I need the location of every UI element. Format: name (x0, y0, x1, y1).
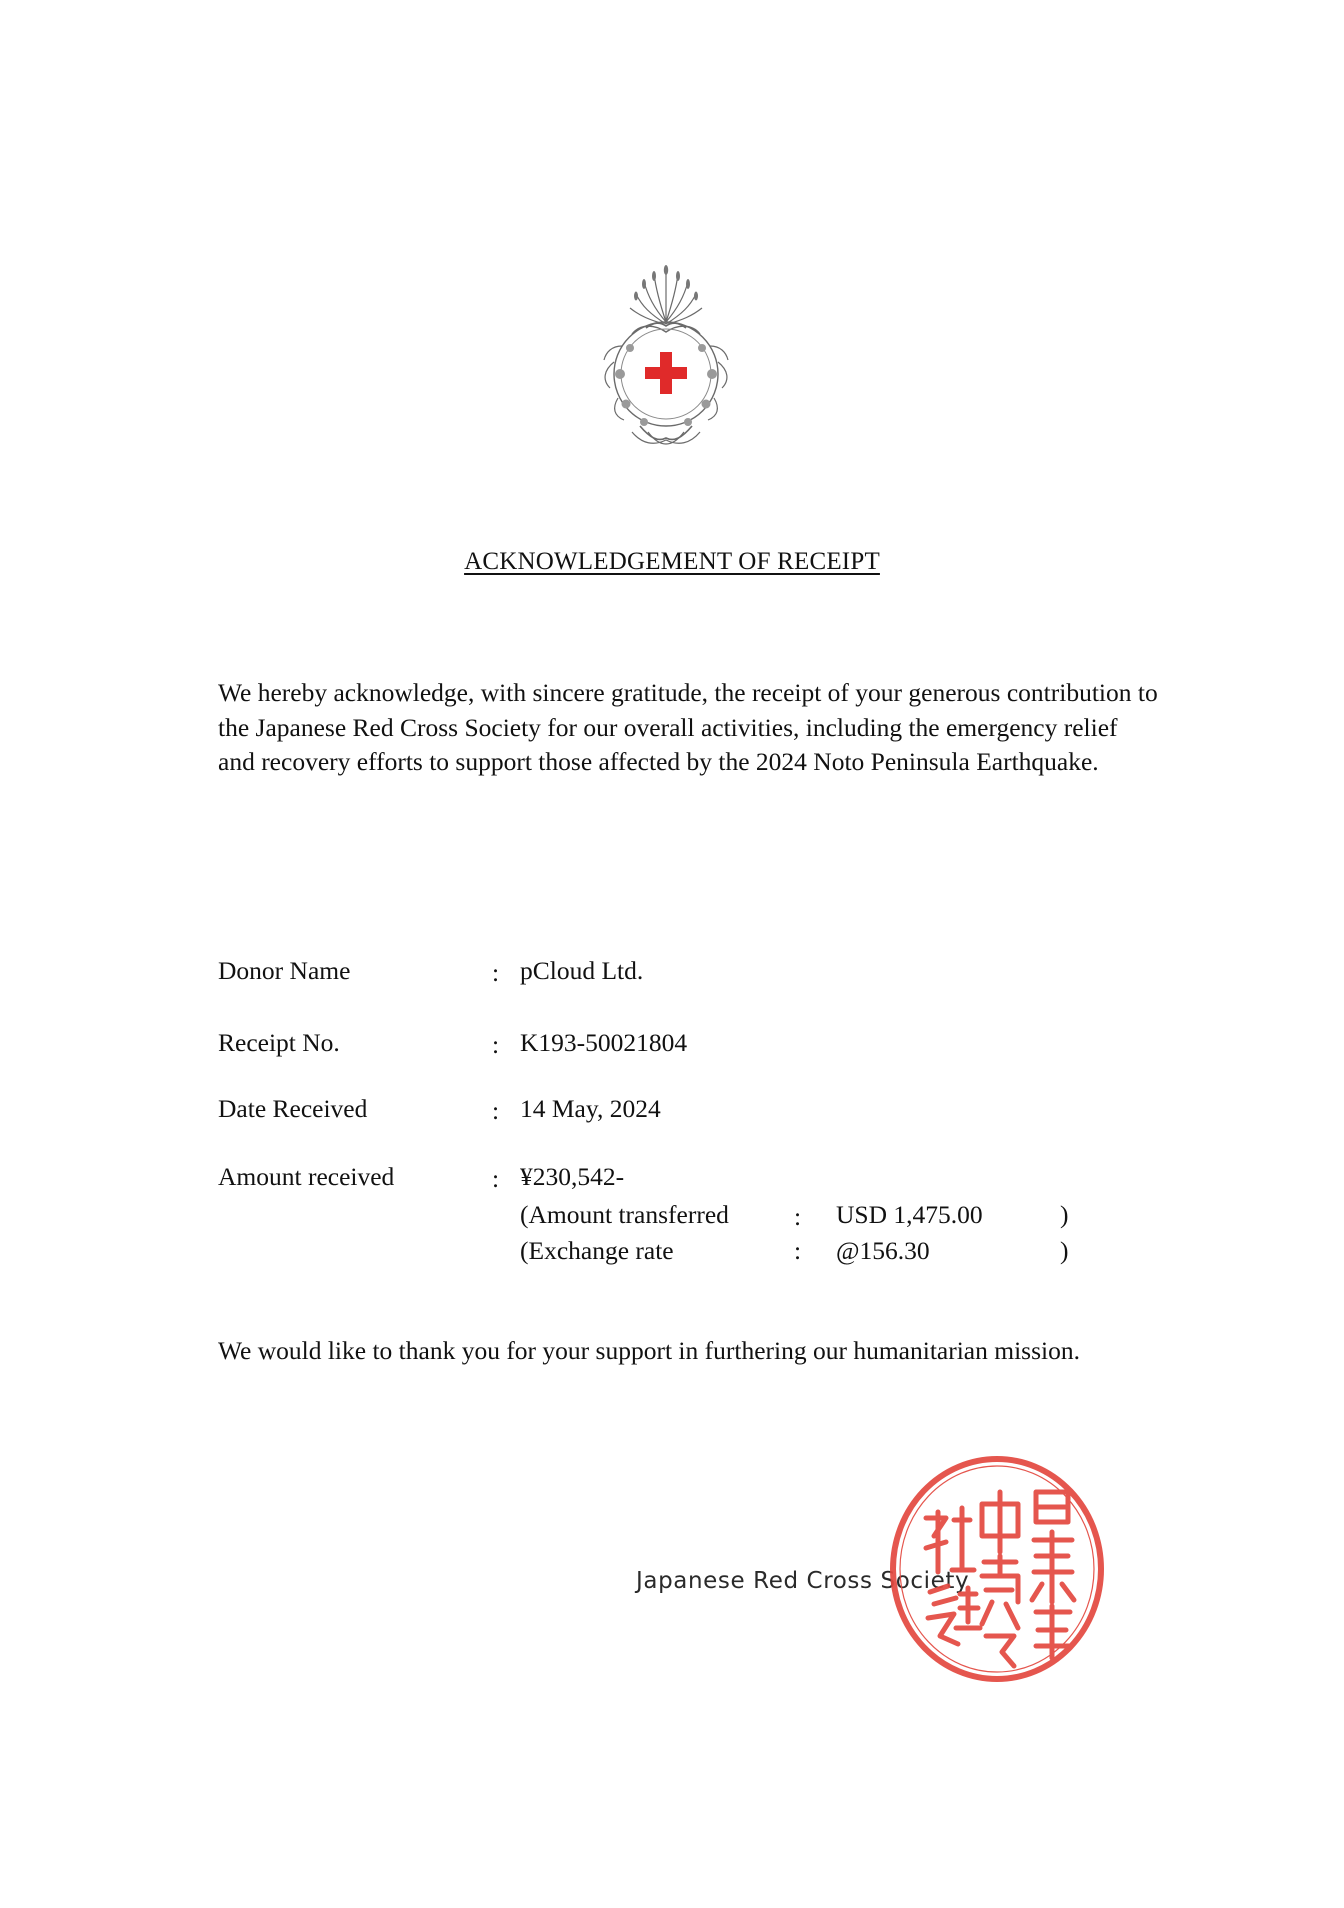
donor-name-label: Donor Name (218, 956, 351, 985)
amount-transferred-value: USD 1,475.00 (836, 1200, 983, 1229)
amount-received-label: Amount received (218, 1162, 395, 1191)
society-seal-icon (886, 1452, 1108, 1686)
red-cross-emblem-icon (596, 262, 736, 446)
donor-name-separator: : (492, 958, 500, 987)
donor-name-value: pCloud Ltd. (520, 956, 644, 985)
thanks-paragraph: We would like to thank you for your support in furthering our humanitarian mission. (218, 1336, 1080, 1365)
receipt-number-label: Receipt No. (218, 1028, 340, 1057)
exchange-rate-close: ) (1060, 1236, 1069, 1265)
date-received-separator: : (492, 1096, 500, 1125)
exchange-rate-label: (Exchange rate (520, 1236, 674, 1265)
amount-received-value: ¥230,542- (520, 1162, 625, 1191)
intro-paragraph: We hereby acknowledge, with sincere gratitude, the receipt of your generous contribution to the Japanese Red Cross Society for our overall activities, including the emergency relief and recovery efforts to support those affected by the 2024 Noto Peninsula Earthquake. (218, 678, 1158, 776)
amount-transferred-close: ) (1060, 1200, 1069, 1229)
date-received-label: Date Received (218, 1094, 368, 1123)
exchange-rate-separator: : (794, 1236, 802, 1265)
date-received-value: 14 May, 2024 (520, 1094, 661, 1123)
amount-transferred-label: (Amount transferred (520, 1200, 729, 1229)
receipt-number-separator: : (492, 1030, 500, 1059)
amount-received-separator: : (492, 1164, 500, 1193)
amount-transferred-separator: : (794, 1202, 802, 1231)
signer-name: Japanese Red Cross Society (636, 1568, 970, 1594)
receipt-number-value: K193-50021804 (520, 1028, 688, 1057)
document-title: ACKNOWLEDGEMENT OF RECEIPT (464, 548, 880, 575)
exchange-rate-value: @156.30 (836, 1236, 930, 1265)
